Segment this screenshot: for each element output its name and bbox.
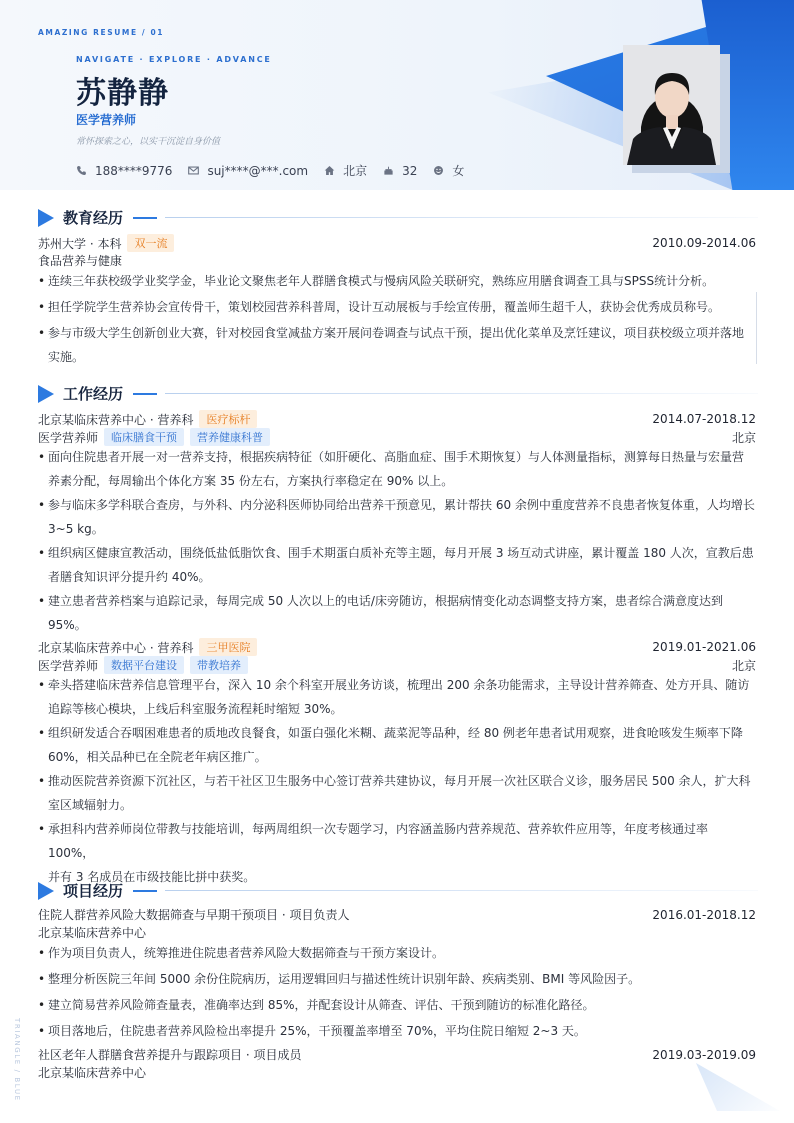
resume-header <box>0 0 794 190</box>
list-item: • 承担科内营养师岗位带教与技能培训，每两周组织一次专题学习，内容涵盖肠内营养规范、营养软件应用等，年度考核通过率 100%， 并有 3 名成员在市级技能比拼中获奖。 <box>38 817 756 889</box>
side-watermark-text: TRIANGLE / BLUE <box>13 1018 21 1102</box>
education-entry-header <box>38 234 756 252</box>
school-tag: 双一流 <box>127 234 174 252</box>
mail-icon <box>188 165 199 176</box>
decor-vertical-line <box>756 292 757 364</box>
section-heading: 教育经历 <box>63 209 124 227</box>
work-entry-header <box>38 410 756 428</box>
section-title-projects <box>38 880 758 901</box>
project-period: 2016.01-2018.12 <box>652 907 756 922</box>
age-value: 32 <box>402 163 418 178</box>
section-title-education <box>38 207 758 228</box>
list-item: • 组织病区健康宣教活动，围绕低盐低脂饮食、围手术期蛋白质补充等主题，每月开展 3 场互动式讲座，累计覆盖 180 人次，宣教后患 者膳食知识评分提升约 40%。 <box>38 541 756 589</box>
work-period: 2019.01-2021.06 <box>652 640 756 654</box>
cake-icon <box>383 165 394 176</box>
work-org: 北京某临床营养中心 · 营养科 <box>38 412 194 427</box>
phone-icon <box>76 165 87 176</box>
work-position: 医学营养师 <box>38 658 99 673</box>
list-item: • 面向住院患者开展一对一营养支持，根据疾病特征（如肝硬化、高脂血症、围手术期恢复）与人体测量指标，测算每日热量与宏量营 养素分配，每周输出个体化方案 35 份左右，方案执行率稳定在 90% 以上。 <box>38 445 756 493</box>
gender-value: 女 <box>452 164 465 178</box>
list-item: • 建立简易营养风险筛查量表，准确率达到 85%，并配套设计从筛查、评估、干预到随访的标准化路径。 <box>38 993 756 1017</box>
list-item-line: 参与市级大学生创新创业大赛，针对校园食堂减盐方案开展问卷调查与试点干预，提出优化菜单及烹饪建议，项目获校级立项并落地 <box>48 326 745 340</box>
contact-gender <box>433 162 464 179</box>
project-period: 2019.03-2019.09 <box>652 1047 756 1062</box>
work-period: 2014.07-2018.12 <box>652 412 756 426</box>
skill-tag: 营养健康科普 <box>190 428 270 446</box>
project-name: 社区老年人群膳食营养提升与跟踪项目 · 项目成员 <box>38 1048 302 1062</box>
list-item: • 建立患者营养档案与追踪记录，每周完成 50 人次以上的电话/床旁随访，根据病情变化动态调整支持方案，患者综合满意度达到 95%。 <box>38 589 756 637</box>
avatar <box>623 45 720 165</box>
list-item: • 组织研发适合吞咽困难患者的质地改良餐食，如蛋白强化米糊、蔬菜泥等品种，经 80 例老年患者试用观察，进食呛咳发生频率下降 60%，相关品种已在全院老年病区推广。 <box>38 721 756 769</box>
section-marker-icon <box>38 882 54 900</box>
project-org: 北京某临床营养中心 <box>38 926 147 940</box>
work-position: 医学营养师 <box>38 430 99 445</box>
header-kicker: AMAZING RESUME / 01 <box>38 28 165 37</box>
candidate-role: 医学营养师 <box>76 113 137 127</box>
section-divider <box>165 890 758 891</box>
school-name: 苏州大学 · 本科 <box>38 236 122 251</box>
phone-value: 188****9776 <box>95 163 173 178</box>
project-org-row <box>38 924 756 941</box>
work-city: 北京 <box>731 430 756 445</box>
education-major: 食品营养与健康 <box>38 254 123 268</box>
work-position-row <box>38 656 756 674</box>
list-item: • 项目落地后，住院患者营养风险检出率提升 25%，干预覆盖率增至 70%，平均住院日缩短 2~3 天。 <box>38 1019 756 1043</box>
skill-tag: 数据平台建设 <box>104 656 184 674</box>
section-marker-icon <box>38 209 54 227</box>
list-item: • 牵头搭建临床营养信息管理平台，深入 10 余个科室开展业务访谈，梳理出 200 余条功能需求，主导设计营养筛查、处方开具、随访 追踪等核心模块，上线后科室服务流程耗时缩短 30%。 <box>38 673 756 721</box>
section-divider <box>165 217 758 218</box>
list-item: • 担任学院学生营养协会宣传骨干，策划校园营养科普周，设计互动展板与手绘宣传册，覆盖师生超千人，获协会优秀成员称号。 <box>38 295 756 319</box>
list-item: • 连续三年获校级学业奖学金，毕业论文聚焦老年人群膳食模式与慢病风险关联研究，熟练应用膳食调查工具与SPSS统计分析。 <box>38 269 756 293</box>
list-item <box>38 321 756 369</box>
candidate-motto: 常怀探索之心，以实干沉淀自身价值 <box>76 137 221 147</box>
project-entry-header <box>38 1046 756 1063</box>
list-item: • 整理分析医院三年间 5000 余份住院病历，运用逻辑回归与描述性统计识别年龄、疾病类别、BMI 等风险因子。 <box>38 967 756 991</box>
work-org-tag: 医疗标杆 <box>199 410 257 428</box>
contact-email <box>188 164 308 178</box>
city-value: 北京 <box>343 164 368 178</box>
work-city: 北京 <box>731 658 756 673</box>
section-heading: 项目经历 <box>63 882 124 900</box>
section-dash <box>133 393 157 395</box>
project-name: 住院人群营养风险大数据筛查与早期干预项目 · 项目负责人 <box>38 908 350 922</box>
education-period: 2010.09-2014.06 <box>652 236 756 250</box>
email-value: suj****@***.com <box>207 163 309 178</box>
section-title-work <box>38 383 758 404</box>
work-org: 北京某临床营养中心 · 营养科 <box>38 640 194 655</box>
project-org-row <box>38 1064 756 1081</box>
list-item: • 参与临床多学科联合查房，与外科、内分泌科医师协同给出营养干预意见，累计帮扶 60 余例中重度营养不良患者恢复体重，人均增长 3~5 kg。 <box>38 493 756 541</box>
contact-age <box>383 164 417 178</box>
home-icon <box>324 165 335 176</box>
project-org: 北京某临床营养中心 <box>38 1066 147 1080</box>
project-entry-header <box>38 906 756 923</box>
smile-icon <box>433 165 444 176</box>
work-entry-header <box>38 638 756 656</box>
contact-city <box>324 162 367 179</box>
section-dash <box>133 217 157 219</box>
header-nav-tagline: NAVIGATE · EXPLORE · ADVANCE <box>76 55 272 64</box>
section-dash <box>133 890 157 892</box>
contact-list <box>76 162 464 179</box>
list-item: • 作为项目负责人，统筹推进住院患者营养风险大数据筛查与干预方案设计。 <box>38 941 756 965</box>
list-item-line: 实施。 <box>48 350 85 364</box>
work-position-row <box>38 428 756 446</box>
candidate-name: 苏静静 <box>76 76 169 111</box>
section-heading: 工作经历 <box>63 385 124 403</box>
list-item: • 推动医院营养资源下沉社区，与若干社区卫生服务中心签订营养共建协议，每月开展一次社区联合义诊，服务居民 500 余人，扩大科 室区域辐射力。 <box>38 769 756 817</box>
education-major-row <box>38 252 756 269</box>
skill-tag: 临床膳食干预 <box>104 428 184 446</box>
section-marker-icon <box>38 385 54 403</box>
section-divider <box>165 393 758 394</box>
work-org-tag: 三甲医院 <box>199 638 257 656</box>
contact-phone <box>76 164 172 178</box>
skill-tag: 带教培养 <box>190 656 248 674</box>
